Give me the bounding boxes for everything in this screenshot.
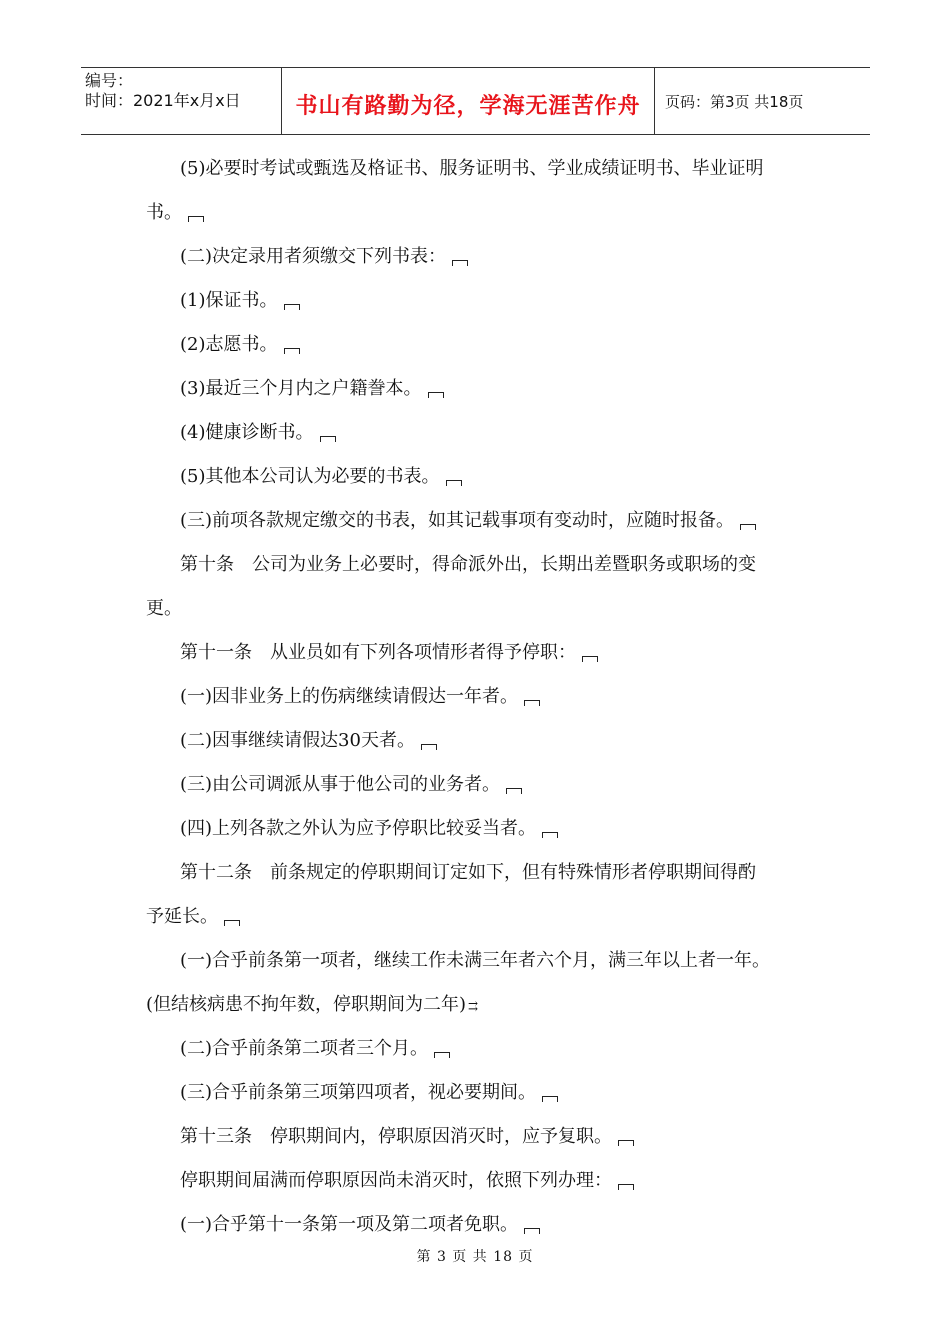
document-time-label: 时间：2021年x月x日 bbox=[85, 91, 241, 110]
body-line: (4)健康诊断书。 bbox=[180, 422, 336, 444]
body-line: (2)志愿书。 bbox=[180, 334, 300, 356]
paragraph-mark-icon bbox=[320, 436, 336, 442]
body-line: 更。 bbox=[146, 598, 182, 619]
paragraph-mark-icon bbox=[428, 392, 444, 398]
paragraph-mark-icon bbox=[618, 1140, 634, 1146]
paragraph-mark-icon bbox=[421, 744, 437, 750]
body-line: 第十三条 停职期间内，停职原因消灭时，应予复职。 bbox=[180, 1126, 634, 1148]
paragraph-mark-icon bbox=[618, 1184, 634, 1190]
body-line: (但结核病患不拘年数，停职期间为二年) ⇉ bbox=[146, 994, 479, 1015]
body-line: (一)合乎第十一条第一项及第二项者免职。 bbox=[180, 1214, 540, 1236]
body-line: (5)其他本公司认为必要的书表。 bbox=[180, 466, 462, 488]
body-line: (二)决定录用者须缴交下列书表： bbox=[180, 246, 468, 268]
body-line: (5)必要时考试或甄选及格证书、服务证明书、学业成绩证明书、毕业证明 bbox=[180, 158, 764, 179]
paragraph-mark-icon bbox=[582, 656, 598, 662]
paragraph-mark-icon bbox=[284, 304, 300, 310]
header-page-cell bbox=[655, 68, 870, 134]
header-meta-cell bbox=[81, 68, 282, 134]
body-line: (一)合乎前条第一项者，继续工作未满三年者六个月，满三年以上者一年。 bbox=[180, 950, 771, 971]
paragraph-mark-icon bbox=[284, 348, 300, 354]
paragraph-mark-icon bbox=[542, 1096, 558, 1102]
body-line: 停职期间届满而停职原因尚未消灭时，依照下列办理： bbox=[180, 1170, 634, 1192]
header-page-info: 页码：第3页 共18页 bbox=[665, 92, 804, 111]
header-motto-cell bbox=[282, 68, 655, 134]
page-footer: 第 3 页 共 18 页 bbox=[416, 1249, 534, 1265]
page-header bbox=[81, 67, 870, 135]
paragraph-mark-icon bbox=[524, 1228, 540, 1234]
body-line: (四)上列各款之外认为应予停职比较妥当者。 bbox=[180, 818, 558, 840]
body-line: (三)由公司调派从事于他公司的业务者。 bbox=[180, 774, 522, 796]
body-line: (1)保证书。 bbox=[180, 290, 300, 312]
header-motto: 书山有路勤为径，学海无涯苦作舟 bbox=[295, 93, 641, 119]
paragraph-mark-icon bbox=[446, 480, 462, 486]
paragraph-mark-icon bbox=[224, 920, 240, 926]
paragraph-mark-icon bbox=[542, 832, 558, 838]
body-line: (三)合乎前条第三项第四项者，视必要期间。 bbox=[180, 1082, 558, 1104]
paragraph-mark-icon bbox=[188, 216, 204, 222]
body-line: (三)前项各款规定缴交的书表，如其记载事项有变动时，应随时报备。 bbox=[180, 510, 756, 532]
paragraph-mark-icon bbox=[434, 1052, 450, 1058]
document-number-label: 编号： bbox=[85, 71, 134, 90]
body-line: 第十二条 前条规定的停职期间订定如下，但有特殊情形者停职期间得酌 bbox=[180, 862, 756, 883]
body-line: (3)最近三个月内之户籍誊本。 bbox=[180, 378, 444, 400]
body-line: (二)合乎前条第二项者三个月。 bbox=[180, 1038, 450, 1060]
body-line: 第十一条 从业员如有下列各项情形者得予停职： bbox=[180, 642, 598, 664]
paragraph-mark-icon bbox=[506, 788, 522, 794]
paragraph-mark-icon bbox=[524, 700, 540, 706]
body-line: 第十条 公司为业务上必要时，得命派外出，长期出差暨职务或职场的变 bbox=[180, 554, 756, 575]
body-line: (一)因非业务上的伤病继续请假达一年者。 bbox=[180, 686, 540, 708]
paragraph-mark-icon bbox=[740, 524, 756, 530]
body-line: 予延长。 bbox=[146, 906, 240, 928]
paragraph-mark-icon bbox=[452, 260, 468, 266]
body-line: 书。 bbox=[146, 202, 204, 224]
body-line: (二)因事继续请假达30天者。 bbox=[180, 730, 437, 752]
line-break-mark-icon: ⇉ bbox=[468, 999, 479, 1013]
